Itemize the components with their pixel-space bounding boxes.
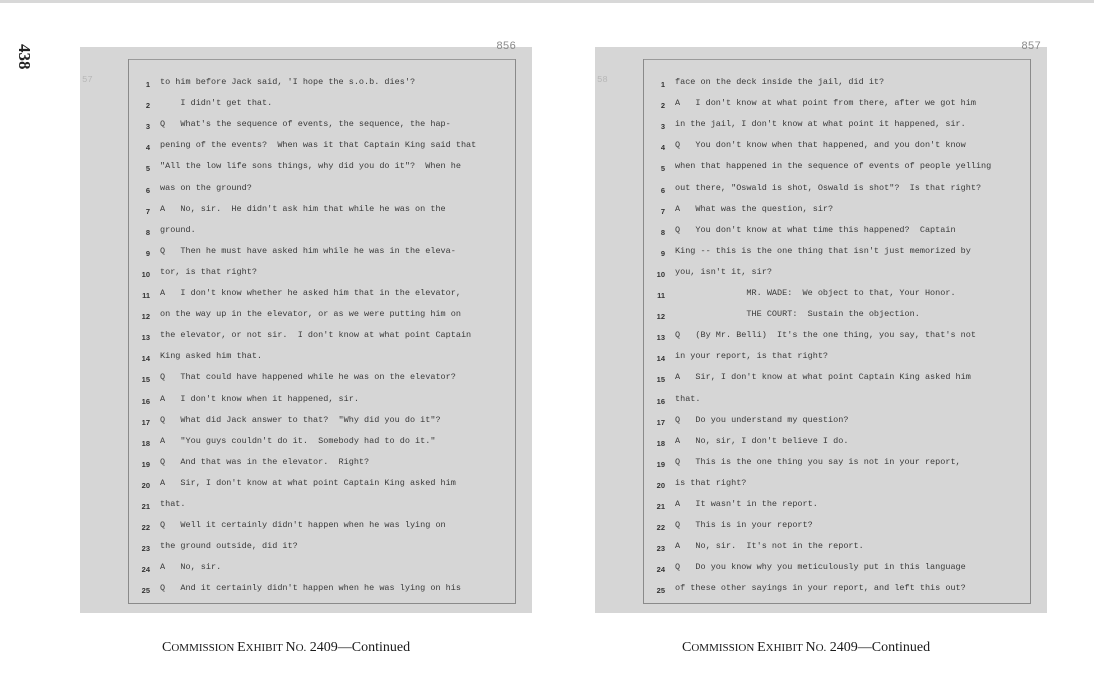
- line-text: in your report, is that right?: [675, 351, 829, 362]
- transcript-line: [595, 202, 1047, 223]
- transcript-line: [80, 476, 532, 497]
- transcript-line: [80, 265, 532, 286]
- line-number: 25: [141, 586, 150, 596]
- line-number: 23: [656, 544, 665, 554]
- transcript-line: [595, 117, 1047, 138]
- line-number: 18: [141, 438, 150, 448]
- line-text: A Sir, I don't know at what point Captain King asked him: [160, 477, 456, 488]
- line-text: face on the deck inside the jail, did it?: [675, 77, 885, 87]
- transcript-line: [595, 96, 1047, 117]
- line-text: A "You guys couldn't do it. Somebody had to do it.": [160, 435, 436, 446]
- line-number: 25: [656, 586, 665, 596]
- line-number: 11: [657, 291, 665, 300]
- transcript-line: [595, 392, 1047, 413]
- transcript-line: [80, 286, 532, 307]
- transcript-line: [80, 539, 532, 560]
- line-text: that.: [675, 393, 701, 404]
- left-exhibit-caption: COMMISSION EXHIBIT NO. 2409—Continued: [162, 640, 411, 655]
- line-text: ground.: [160, 224, 196, 235]
- transcript-line: [595, 560, 1047, 581]
- line-number: 20: [656, 480, 665, 490]
- transcript-line: [595, 265, 1047, 286]
- transcript-line: [595, 434, 1047, 455]
- line-text: in the jail, I don't know at what point it happened, sir.: [675, 119, 966, 130]
- transcript-line: [80, 560, 532, 581]
- line-number: 19: [656, 459, 665, 469]
- right-transcript-page: [595, 41, 1047, 613]
- left-page-corner-number: 856: [496, 41, 516, 53]
- transcript-line: [595, 539, 1047, 560]
- right-page-corner-number: 857: [1021, 41, 1041, 53]
- line-text: Q What did Jack answer to that? "Why did you do it"?: [160, 414, 441, 425]
- line-text: that.: [160, 499, 186, 509]
- line-number: 12: [656, 312, 665, 322]
- transcript-line: [80, 117, 532, 138]
- line-text: Q (By Mr. Belli) It's the one thing, you say, that's not: [675, 330, 976, 341]
- line-text: "All the low life sons things, why did you do it"? When he: [160, 161, 461, 172]
- top-border: [0, 0, 1094, 3]
- transcript-line: [80, 244, 532, 265]
- right-page-margin-number: 58: [597, 75, 608, 85]
- line-number: 1: [145, 80, 150, 89]
- transcript-line: [595, 286, 1047, 307]
- line-number: 17: [656, 417, 665, 427]
- line-text: Q What's the sequence of events, the sequence, the hap-: [160, 119, 451, 130]
- transcript-line: [80, 75, 532, 96]
- line-text: the elevator, or not sir. I don't know at what point Captain: [160, 330, 472, 341]
- transcript-line: [595, 518, 1047, 539]
- line-text: Q And it certainly didn't happen when he was lying on his: [160, 583, 461, 594]
- transcript-line: [80, 328, 532, 349]
- line-text: THE COURT: Sustain the objection.: [675, 309, 920, 320]
- line-number: 16: [656, 396, 665, 406]
- line-text: I didn't get that.: [160, 98, 273, 109]
- transcript-line: [80, 434, 532, 455]
- line-text: Q This is the one thing you say is not in your report,: [675, 456, 961, 467]
- line-text: you, isn't it, sir?: [675, 266, 772, 277]
- transcript-line: [595, 497, 1047, 518]
- transcript-line: [595, 181, 1047, 202]
- line-text: out there, "Oswald is shot, Oswald is shot"? Is that right?: [675, 182, 982, 193]
- line-number: 22: [656, 523, 665, 533]
- line-text: King asked him that.: [160, 351, 263, 362]
- transcript-line: [595, 349, 1047, 370]
- line-number: 7: [145, 206, 150, 216]
- transcript-line: [80, 370, 532, 391]
- transcript-line: [80, 159, 532, 180]
- line-text: Q Well it certainly didn't happen when he was lying on: [160, 520, 446, 531]
- transcript-line: [595, 455, 1047, 476]
- transcript-line: [80, 96, 532, 117]
- transcript-line: [595, 75, 1047, 96]
- line-number: 9: [660, 248, 665, 258]
- line-number: 16: [141, 396, 150, 406]
- line-text: when that happened in the sequence of events of people yelling: [675, 161, 992, 172]
- line-number: 24: [141, 565, 150, 575]
- line-text: A It wasn't in the report.: [675, 499, 818, 509]
- line-number: 20: [141, 480, 150, 490]
- line-number: 15: [141, 375, 150, 385]
- line-text: MR. WADE: We object to that, Your Honor.: [675, 288, 956, 298]
- transcript-line: [595, 223, 1047, 244]
- line-number: 21: [141, 502, 150, 511]
- line-text: the ground outside, did it?: [160, 541, 298, 552]
- line-number: 2: [145, 101, 150, 111]
- line-text: Q Do you understand my question?: [675, 414, 849, 425]
- line-number: 6: [660, 185, 665, 195]
- transcript-line: [80, 413, 532, 434]
- line-number: 3: [660, 122, 665, 132]
- line-number: 2: [660, 101, 665, 111]
- line-text: A No, sir, I don't believe I do.: [675, 435, 849, 446]
- line-number: 1: [660, 80, 665, 89]
- transcript-line: [80, 392, 532, 413]
- line-number: 5: [660, 164, 665, 174]
- transcript-line: [80, 349, 532, 370]
- line-text: is that right?: [675, 477, 747, 488]
- line-number: 8: [660, 227, 665, 237]
- transcript-line: [80, 518, 532, 539]
- line-number: 14: [656, 354, 665, 364]
- line-text: Q You don't know at what time this happened? Captain: [675, 224, 956, 235]
- line-number: 11: [142, 291, 150, 300]
- line-text: A No, sir. He didn't ask him that while he was on the: [160, 203, 446, 214]
- transcript-line: [595, 328, 1047, 349]
- line-number: 13: [141, 333, 150, 343]
- line-text: Q This is in your report?: [675, 520, 813, 531]
- transcript-line: [595, 159, 1047, 180]
- line-number: 7: [660, 206, 665, 216]
- transcript-line: [80, 455, 532, 476]
- line-text: to him before Jack said, 'I hope the s.o.b. dies'?: [160, 77, 416, 87]
- line-text: pening of the events? When was it that Captain King said that: [160, 140, 477, 151]
- line-text: Q That could have happened while he was on the elevator?: [160, 372, 456, 383]
- line-number: 9: [145, 248, 150, 258]
- line-number: 15: [656, 375, 665, 385]
- transcript-line: [80, 202, 532, 223]
- line-text: Q And that was in the elevator. Right?: [160, 456, 370, 467]
- line-number: 4: [660, 143, 665, 153]
- line-text: A Sir, I don't know at what point Captain King asked him: [675, 372, 971, 383]
- line-text: A No, sir. It's not in the report.: [675, 541, 864, 552]
- line-number: 14: [141, 354, 150, 364]
- line-number: 10: [656, 269, 665, 279]
- transcript-line: [595, 476, 1047, 497]
- line-text: Q You don't know when that happened, and you don't know: [675, 140, 966, 151]
- line-number: 19: [141, 459, 150, 469]
- line-number: 12: [141, 312, 150, 322]
- line-number: 5: [145, 164, 150, 174]
- line-number: 22: [141, 523, 150, 533]
- line-text: tor, is that right?: [160, 266, 257, 277]
- line-number: 13: [656, 333, 665, 343]
- transcript-line: [595, 138, 1047, 159]
- line-number: 23: [141, 544, 150, 554]
- transcript-line: [80, 223, 532, 244]
- line-number: 17: [141, 417, 150, 427]
- transcript-line: [80, 181, 532, 202]
- line-text: was on the ground?: [160, 182, 252, 193]
- left-transcript-page: [80, 41, 532, 613]
- transcript-line: [80, 138, 532, 159]
- line-text: A I don't know when it happened, sir.: [160, 393, 359, 404]
- transcript-line: [595, 307, 1047, 328]
- line-number: 21: [656, 502, 665, 511]
- line-text: of these other sayings in your report, and left this out?: [675, 583, 966, 594]
- line-number: 6: [145, 185, 150, 195]
- transcript-line: [595, 370, 1047, 391]
- line-text: Q Then he must have asked him while he was in the eleva-: [160, 245, 456, 256]
- line-number: 4: [145, 143, 150, 153]
- line-text: A I don't know whether he asked him that in the elevator,: [160, 288, 461, 298]
- line-text: King -- this is the one thing that isn't just memorized by: [675, 245, 971, 256]
- line-text: on the way up in the elevator, or as we were putting him on: [160, 309, 461, 320]
- transcript-line: [595, 244, 1047, 265]
- line-number: 24: [656, 565, 665, 575]
- line-text: A No, sir.: [160, 562, 222, 573]
- right-exhibit-caption: COMMISSION EXHIBIT NO. 2409—Continued: [682, 640, 931, 655]
- line-number: 10: [141, 269, 150, 279]
- volume-page-number: 438: [15, 44, 34, 70]
- transcript-line: [595, 581, 1047, 602]
- line-number: 3: [145, 122, 150, 132]
- line-text: Q Do you know why you meticulously put in this language: [675, 562, 966, 573]
- line-text: A I don't know at what point from there, after we got him: [675, 98, 976, 109]
- line-number: 8: [145, 227, 150, 237]
- line-number: 18: [656, 438, 665, 448]
- left-page-margin-number: 57: [82, 75, 93, 85]
- transcript-line: [80, 497, 532, 518]
- transcript-line: [595, 413, 1047, 434]
- transcript-line: [80, 307, 532, 328]
- line-text: A What was the question, sir?: [675, 203, 834, 214]
- transcript-line: [80, 581, 532, 602]
